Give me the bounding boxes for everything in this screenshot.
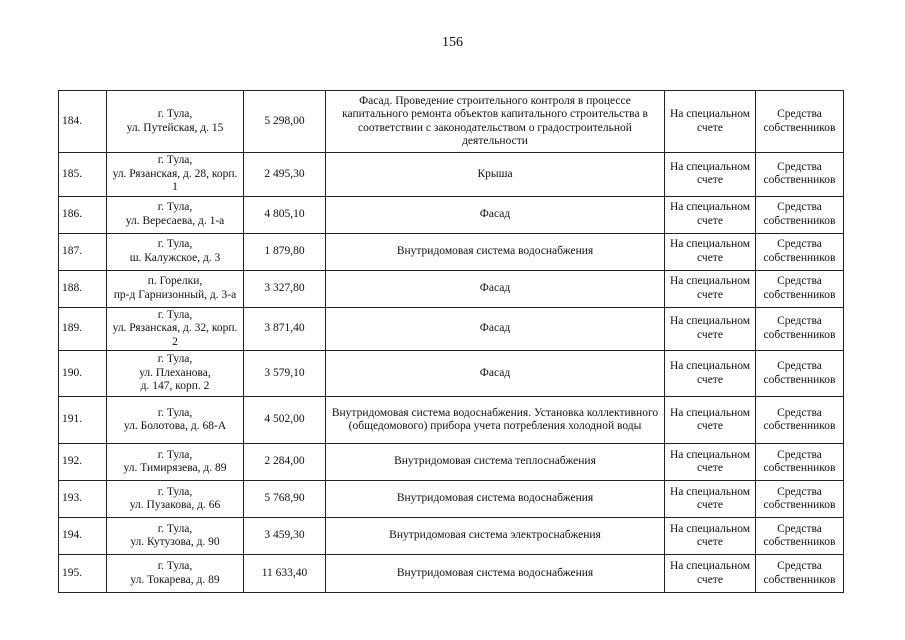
- address-cell: [107, 481, 244, 518]
- account-cell: [665, 444, 756, 481]
- funds-line: Средства: [777, 522, 822, 535]
- funds-line: Средства: [777, 485, 822, 498]
- funds-source-cell: [756, 481, 844, 518]
- funds-line: Средства: [777, 360, 822, 372]
- account-line: На специальном: [669, 560, 751, 572]
- account-line: счете: [697, 373, 723, 386]
- account-line: счете: [697, 536, 723, 548]
- account-line: На специальном: [669, 522, 751, 535]
- funds-line: собственников: [763, 288, 836, 301]
- work-type-cell: Фасад: [326, 270, 665, 307]
- row-number: 194.: [59, 518, 107, 555]
- address-line: ул. Рязанская, д. 28, корп. 1: [112, 167, 238, 193]
- row-number: 193.: [59, 481, 107, 518]
- funds-source-cell: [756, 518, 844, 555]
- address-line: ул. Кутузова, д. 90: [130, 536, 220, 548]
- account-cell: [665, 196, 756, 233]
- funds-line: Средства: [777, 448, 822, 461]
- address-line: г. Тула,: [157, 238, 193, 250]
- account-line: На специальном: [669, 201, 751, 213]
- funds-line: Средства: [777, 201, 822, 213]
- funds-source-cell: [756, 397, 844, 444]
- table-row: [59, 307, 844, 351]
- table-row: [59, 444, 844, 481]
- account-line: На специальном: [669, 360, 751, 372]
- work-type-cell: Внутридомовая система водоснабжения: [326, 555, 665, 593]
- funds-source-cell: [756, 153, 844, 197]
- funds-source-cell: [756, 351, 844, 397]
- funds-line: Средства: [777, 275, 822, 287]
- table-row: [59, 91, 844, 153]
- funds-line: Средства: [777, 560, 822, 572]
- row-number: 186.: [59, 196, 107, 233]
- address-line: г. Тула,: [157, 154, 193, 166]
- area-cell: 2 284,00: [244, 444, 326, 481]
- address-line: г. Тула,: [157, 522, 193, 535]
- row-number: 184.: [59, 91, 107, 153]
- work-type-cell: Фасад: [326, 351, 665, 397]
- account-line: счете: [697, 121, 723, 134]
- row-number: 190.: [59, 351, 107, 397]
- row-number: 192.: [59, 444, 107, 481]
- account-line: На специальном: [669, 108, 751, 120]
- address-cell: [107, 196, 244, 233]
- work-type-cell: Внутридомовая система теплоснабжения: [326, 444, 665, 481]
- address-line: г. Тула,: [157, 406, 193, 419]
- account-line: счете: [697, 499, 723, 511]
- account-line: На специальном: [669, 275, 751, 287]
- address-line: ш. Калужское, д. 3: [129, 251, 221, 264]
- address-line: п. Горелки,: [147, 275, 203, 287]
- work-type-cell: Внутридомовая система водоснабжения: [326, 233, 665, 270]
- account-line: счете: [697, 214, 723, 227]
- address-cell: [107, 153, 244, 197]
- table-row: [59, 555, 844, 593]
- account-line: счете: [697, 462, 723, 474]
- address-cell: [107, 233, 244, 270]
- account-cell: [665, 153, 756, 197]
- funds-line: собственников: [763, 121, 836, 134]
- address-line: г. Тула,: [157, 353, 193, 366]
- address-line: г. Тула,: [157, 485, 193, 498]
- funds-line: собственников: [763, 328, 836, 341]
- account-line: счете: [697, 328, 723, 341]
- account-line: счете: [697, 251, 723, 264]
- funds-line: собственников: [763, 536, 836, 548]
- address-line: ул. Токарева, д. 89: [130, 573, 220, 586]
- row-number: 188.: [59, 270, 107, 307]
- account-line: счете: [697, 288, 723, 301]
- funds-source-cell: [756, 444, 844, 481]
- address-line: д. 147, корп. 2: [140, 380, 210, 393]
- account-line: счете: [697, 420, 723, 432]
- area-cell: 4 805,10: [244, 196, 326, 233]
- funds-line: собственников: [763, 462, 836, 474]
- work-type-cell: Фасад: [326, 196, 665, 233]
- funds-line: Средства: [777, 238, 822, 250]
- table-row: [59, 518, 844, 555]
- row-number: 195.: [59, 555, 107, 593]
- funds-line: Средства: [777, 108, 822, 120]
- area-cell: 2 495,30: [244, 153, 326, 197]
- address-line: г. Тула,: [157, 108, 193, 120]
- area-cell: 3 871,40: [244, 307, 326, 351]
- account-line: На специальном: [669, 315, 751, 328]
- funds-source-cell: [756, 555, 844, 593]
- funds-line: Средства: [777, 160, 822, 173]
- account-line: На специальном: [669, 485, 751, 498]
- address-line: ул. Тимирязева, д. 89: [123, 462, 227, 474]
- repair-program-table: [58, 90, 844, 593]
- address-line: г. Тула,: [157, 448, 193, 461]
- account-line: На специальном: [669, 160, 751, 173]
- funds-line: Средства: [777, 315, 822, 328]
- area-cell: 1 879,80: [244, 233, 326, 270]
- address-cell: [107, 307, 244, 351]
- table-row: [59, 153, 844, 197]
- funds-line: собственников: [763, 573, 836, 586]
- account-cell: [665, 518, 756, 555]
- account-cell: [665, 270, 756, 307]
- account-cell: [665, 397, 756, 444]
- table-row: [59, 351, 844, 397]
- address-cell: [107, 270, 244, 307]
- funds-line: собственников: [763, 214, 836, 227]
- address-cell: [107, 91, 244, 153]
- address-line: ул. Пузакова, д. 66: [129, 499, 221, 511]
- funds-source-cell: [756, 91, 844, 153]
- funds-source-cell: [756, 233, 844, 270]
- address-line: г. Тула,: [157, 308, 193, 321]
- funds-line: собственников: [763, 420, 836, 432]
- address-line: г. Тула,: [157, 201, 193, 213]
- funds-line: Средства: [777, 406, 822, 419]
- address-cell: [107, 444, 244, 481]
- funds-line: собственников: [763, 251, 836, 264]
- funds-source-cell: [756, 196, 844, 233]
- address-line: ул. Вересаева, д. 1-а: [125, 214, 225, 227]
- row-number: 191.: [59, 397, 107, 444]
- work-type-cell: Фасад. Проведение строительного контроля в процессе капитального ремонта объектов капитального строительства в соответствии с законодательством о градостроительной деятельности: [326, 91, 665, 153]
- account-cell: [665, 555, 756, 593]
- area-cell: 3 327,80: [244, 270, 326, 307]
- account-cell: [665, 307, 756, 351]
- area-cell: 5 768,90: [244, 481, 326, 518]
- address-line: ул. Путейская, д. 15: [126, 121, 224, 134]
- table-row: [59, 270, 844, 307]
- account-line: счете: [697, 573, 723, 586]
- work-type-cell: Крыша: [326, 153, 665, 197]
- table-row: [59, 233, 844, 270]
- account-line: На специальном: [669, 238, 751, 250]
- row-number: 185.: [59, 153, 107, 197]
- funds-line: собственников: [763, 373, 836, 386]
- funds-source-cell: [756, 270, 844, 307]
- table-row: [59, 196, 844, 233]
- address-cell: [107, 518, 244, 555]
- address-line: ул. Рязанская, д. 32, корп. 2: [112, 322, 238, 348]
- account-cell: [665, 91, 756, 153]
- row-number: 187.: [59, 233, 107, 270]
- area-cell: 3 459,30: [244, 518, 326, 555]
- area-cell: 11 633,40: [244, 555, 326, 593]
- account-line: На специальном: [669, 406, 751, 419]
- address-line: г. Тула,: [157, 560, 193, 572]
- account-cell: [665, 481, 756, 518]
- funds-line: собственников: [763, 174, 836, 187]
- funds-line: собственников: [763, 499, 836, 511]
- address-cell: [107, 351, 244, 397]
- work-type-cell: Внутридомовая система электроснабжения: [326, 518, 665, 555]
- page-number: 156: [442, 35, 463, 50]
- funds-source-cell: [756, 307, 844, 351]
- area-cell: 4 502,00: [244, 397, 326, 444]
- area-cell: 3 579,10: [244, 351, 326, 397]
- area-cell: 5 298,00: [244, 91, 326, 153]
- account-line: На специальном: [669, 448, 751, 461]
- table-row: [59, 397, 844, 444]
- address-cell: [107, 397, 244, 444]
- address-cell: [107, 555, 244, 593]
- account-line: счете: [697, 174, 723, 187]
- work-type-cell: Внутридомовая система водоснабжения. Установка коллективного (общедомового) прибора учета потребления холодной воды: [326, 397, 665, 444]
- table-row: [59, 481, 844, 518]
- account-cell: [665, 233, 756, 270]
- address-line: ул. Плеханова,: [139, 366, 211, 379]
- work-type-cell: Внутридомовая система водоснабжения: [326, 481, 665, 518]
- account-cell: [665, 351, 756, 397]
- address-line: пр-д Гарнизонный, д. 3-а: [113, 288, 237, 301]
- address-line: ул. Болотова, д. 68-А: [123, 420, 227, 432]
- work-type-cell: Фасад: [326, 307, 665, 351]
- row-number: 189.: [59, 307, 107, 351]
